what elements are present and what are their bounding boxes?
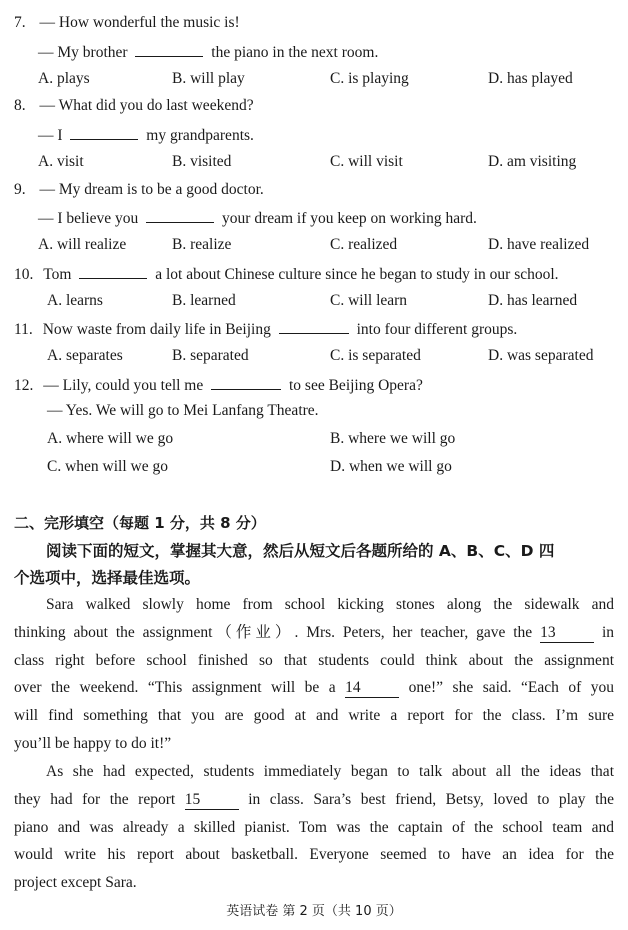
option-d[interactable]: D. have realized [488,236,590,253]
option-a[interactable]: A. will realize [38,236,127,253]
passage-paragraph-1 [14,591,614,758]
question-text: my grandparents. [146,127,254,144]
passage-text: they had for the report [14,790,176,808]
option-d[interactable]: D. was separated [488,347,594,364]
option-c[interactable]: C. is playing [330,70,409,87]
question-text: your dream if you keep on working hard. [222,210,477,227]
option-c[interactable]: C. is separated [330,347,421,364]
option-c[interactable]: C. when will we go [47,458,168,475]
passage-text: one!” she said. “Each of you [408,679,615,697]
option-b[interactable]: B. will play [172,70,245,87]
question-9-line-1 [14,180,264,200]
question-text: Now waste from daily life in Beijing [42,321,271,338]
option-a[interactable]: A. plays [38,70,90,87]
passage-text: in class. Sara’s best friend, Betsy, loved to play the [248,790,615,808]
passage-line [14,674,614,702]
passage-text: in [601,623,615,641]
question-12-line-1 [14,374,423,396]
cloze-blank-15[interactable]: 15 [185,791,239,810]
section-instruction: 阅读下面的短文，掌握其大意，然后从短文后各题所给的 A、B、C、D 四 [46,542,555,560]
question-number: 10. [14,266,34,283]
passage-paragraph-2 [14,758,614,897]
question-text: to see Beijing Opera? [289,377,423,394]
option-c[interactable]: C. will visit [330,153,403,170]
question-text: Tom [43,266,72,283]
question-text: into four different groups. [356,321,518,338]
option-d[interactable]: D. has played [488,70,573,87]
question-12-line-2 [47,401,319,421]
question-text: the piano in the next room. [211,44,379,61]
question-11-line-1 [14,318,517,340]
answer-blank[interactable] [79,263,147,279]
answer-blank[interactable] [70,124,138,140]
passage-text: thinking about the assignment（作业）. Mrs. Peters, her teacher, gave the [14,623,533,641]
cloze-blank-14[interactable]: 14 [345,679,399,698]
passage-line: will find something that you are good at and write a report for the class. I’m sure [14,707,614,725]
question-number: 7. [14,14,26,31]
passage-line: class right before school finished so that students could think about the assignment [14,651,614,669]
passage-line: project except Sara. [14,874,137,892]
cloze-blank-13[interactable]: 13 [540,624,594,643]
answer-blank[interactable] [135,41,203,57]
passage-line: Sara walked slowly home from school kicking stones along the sidewalk and [46,596,614,613]
question-number: 11. [14,321,33,338]
section-heading: 二、完形填空（每题 1 分，共 8 分） [14,514,266,532]
option-d[interactable]: D. when we will go [330,458,452,475]
passage-line: As she had expected, students immediately began to talk about all the ideas that [46,763,614,780]
option-b[interactable]: B. realize [172,236,232,253]
question-10-line-1 [14,263,559,285]
section-instruction: 个选项中，选择最佳选项。 [14,569,201,587]
passage-line [14,786,614,814]
question-text: — Lily, could you tell me [43,377,204,394]
question-number: 8. [14,97,26,114]
passage-text: over the weekend. “This assignment will be a [14,679,336,697]
question-text: — My dream is to be a good doctor. [39,181,264,198]
question-7-line-2 [38,41,378,63]
question-text: — I [38,127,63,144]
question-text: — How wonderful the music is! [39,14,240,31]
question-number: 9. [14,181,26,198]
option-b[interactable]: B. separated [172,347,249,364]
question-text: — What did you do last weekend? [39,97,254,114]
passage-line: you’ll be happy to do it!” [14,734,172,752]
option-c[interactable]: C. realized [330,236,398,253]
option-a[interactable]: A. where will we go [47,430,174,447]
answer-blank[interactable] [279,318,349,334]
option-b[interactable]: B. learned [172,292,236,309]
option-d[interactable]: D. am visiting [488,153,577,170]
question-text: — My brother [38,44,128,61]
question-number: 12. [14,377,34,394]
passage-line [14,619,614,647]
answer-blank[interactable] [146,207,214,223]
question-text: a lot about Chinese culture since he began to study in our school. [155,266,559,283]
option-c[interactable]: C. will learn [330,292,408,309]
option-a[interactable]: A. visit [38,153,84,170]
question-text: — Yes. We will go to Mei Lanfang Theatre. [47,402,319,419]
answer-blank[interactable] [211,374,281,390]
question-8-line-1 [14,96,254,116]
passage-line: piano and was already a skilled pianist. Tom was the captain of the school team and [14,818,614,836]
option-a[interactable]: A. separates [47,347,123,364]
option-b[interactable]: B. where we will go [330,430,456,447]
page-footer: 英语试卷 第 2 页（共 10 页） [226,904,402,919]
passage-line: would write his report about basketball. Everyone seemed to have an idea for the [14,846,614,864]
question-9-line-2 [38,207,477,229]
question-text: — I believe you [38,210,139,227]
option-d[interactable]: D. has learned [488,292,578,309]
question-7-line-1 [14,13,240,33]
option-b[interactable]: B. visited [172,153,232,170]
question-8-line-2 [38,124,254,146]
option-a[interactable]: A. learns [47,292,103,309]
